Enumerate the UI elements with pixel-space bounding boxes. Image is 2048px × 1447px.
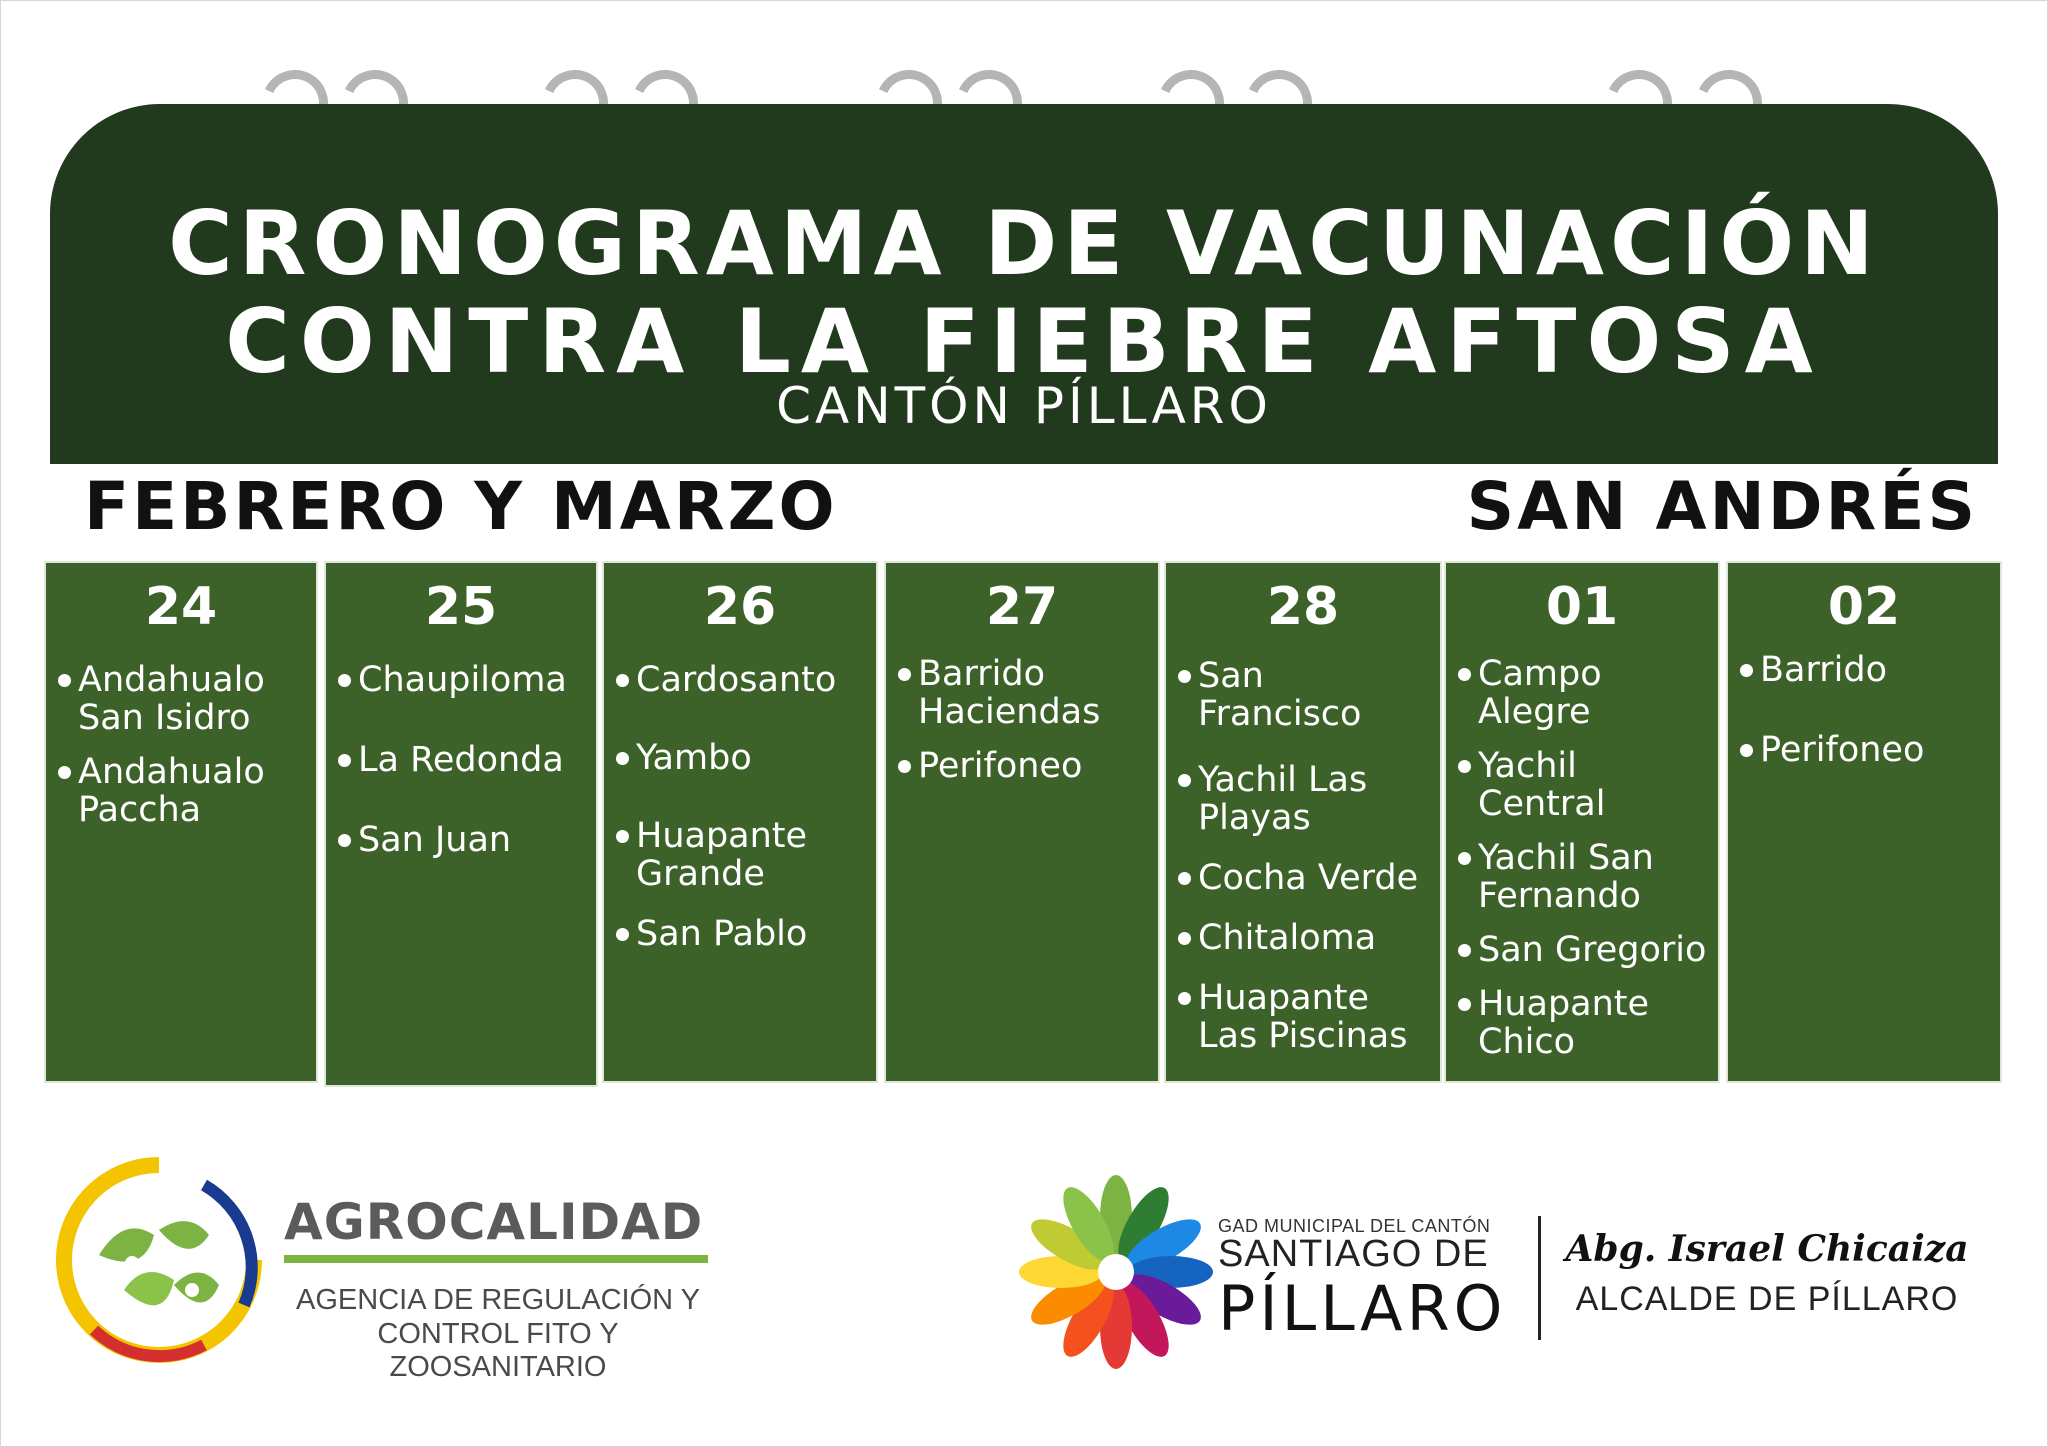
list-item: Yachil San Fernando [1454, 839, 1714, 915]
mayor-signature: Abg. Israel Chicaiza [1565, 1228, 1969, 1270]
pillaro-flower-logo-icon [1016, 1172, 1216, 1372]
subtitle: CANTÓN PÍLLARO [776, 377, 1272, 435]
list-item: Huapante Las Piscinas [1174, 979, 1436, 1055]
day-number: 26 [703, 577, 777, 637]
day-column [1444, 561, 1720, 1083]
day-column [1164, 561, 1442, 1083]
day-column [884, 561, 1160, 1083]
list-item: Huapante Grande [612, 817, 872, 893]
agrocalidad-subtitle-1: AGENCIA DE REGULACIÓN Y [296, 1284, 700, 1316]
agrocalidad-subtitle-2: CONTROL FITO Y ZOOSANITARIO [377, 1318, 619, 1383]
list-item: Andahualo Paccha [54, 753, 312, 829]
day-number: 01 [1545, 577, 1619, 637]
list-item: Chitaloma [1174, 919, 1436, 957]
list-item: Barrido Haciendas [894, 655, 1154, 731]
list-item: Perifoneo [894, 747, 1154, 785]
list-item: Perifoneo [1736, 731, 1996, 769]
list-item: Barrido [1736, 651, 1996, 689]
gad-subtitle: GAD MUNICIPAL DEL CANTÓN [1218, 1216, 1491, 1236]
day-number: 02 [1827, 577, 1901, 637]
list-item: Yambo [612, 739, 872, 777]
list-item: San Juan [334, 821, 592, 859]
title-line-2: CONTRA LA FIEBRE AFTOSA [225, 290, 1823, 393]
list-item: Cocha Verde [1174, 859, 1436, 897]
day-number: 27 [985, 577, 1059, 637]
list-item: Yachil Las Playas [1174, 761, 1436, 837]
list-item: Yachil Central [1454, 747, 1714, 823]
mayor-title: ALCALDE DE PÍLLARO [1575, 1280, 1959, 1318]
list-item: San Francisco [1174, 657, 1436, 733]
list-item: Campo Alegre [1454, 655, 1714, 731]
list-item: Cardosanto [612, 661, 872, 699]
footer-divider [1538, 1216, 1541, 1340]
header-banner [50, 104, 1998, 464]
day-column [44, 561, 318, 1083]
list-item: Chaupiloma [334, 661, 592, 699]
day-number: 24 [144, 577, 218, 637]
gad-name: SANTIAGO DE [1218, 1233, 1489, 1275]
day-column [1726, 561, 2002, 1083]
day-column [324, 561, 598, 1087]
agrocalidad-logo-icon [54, 1155, 264, 1365]
place-label: SAN ANDRÉS [1466, 468, 1978, 545]
list-item: San Gregorio [1454, 931, 1714, 969]
title-line-1: CRONOGRAMA DE VACUNACIÓN [168, 192, 1880, 295]
agrocalidad-name: AGROCALIDAD [284, 1193, 704, 1251]
day-number: 28 [1266, 577, 1340, 637]
day-number: 25 [424, 577, 498, 637]
agrocalidad-underline [284, 1255, 708, 1263]
list-item: San Pablo [612, 915, 872, 953]
list-item: La Redonda [334, 741, 592, 779]
gad-city: PÍLLARO [1218, 1272, 1507, 1345]
list-item: Andahualo San Isidro [54, 661, 312, 737]
day-column [602, 561, 878, 1083]
list-item: Huapante Chico [1454, 985, 1714, 1061]
period-label: FEBRERO Y MARZO [84, 468, 838, 545]
